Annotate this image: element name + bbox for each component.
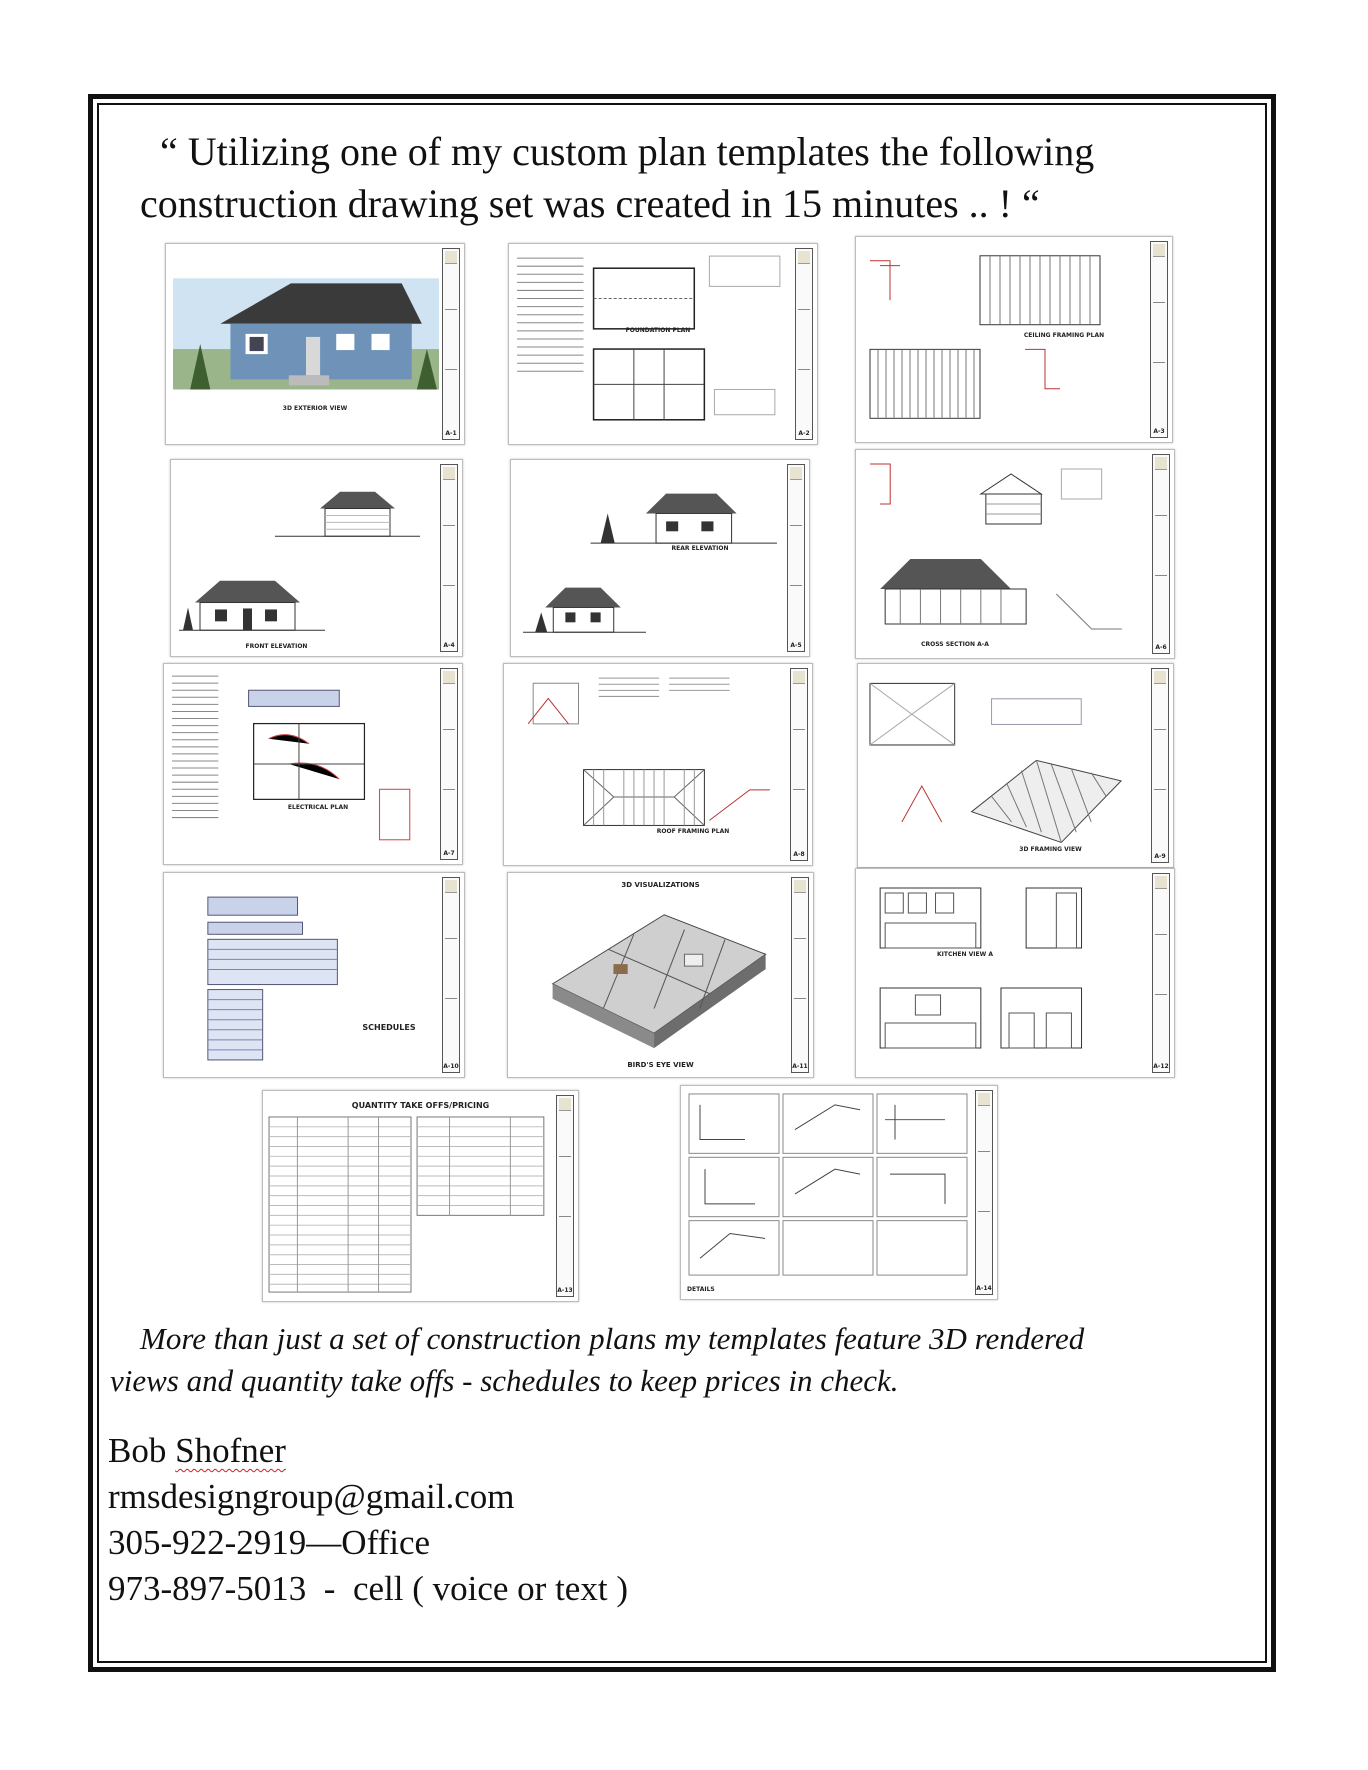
- title-block: [795, 248, 813, 440]
- title-block: [791, 877, 809, 1073]
- sheet-3d-visualizations: [507, 872, 814, 1078]
- title-block: [440, 464, 458, 652]
- kitchen-elevations: [860, 873, 1152, 1073]
- sheet-3d-exterior-view: [165, 243, 465, 445]
- sheet-rear-elevation: [510, 459, 810, 657]
- foundation-and-floor-plan: [513, 248, 795, 440]
- sheet-number: A-3: [1153, 428, 1165, 435]
- sheet-title: 3D VISUALIZATIONS: [621, 881, 700, 889]
- elevations: [175, 464, 440, 652]
- sheet-kitchen-views: [855, 868, 1175, 1078]
- tagline: [110, 1318, 1260, 1402]
- sheet-3d-framing-view: [857, 663, 1174, 868]
- title-block: [787, 464, 805, 652]
- sheet-caption: CROSS SECTION A-A: [921, 641, 989, 648]
- title-block: [975, 1090, 993, 1295]
- contact-first-name: Bob: [108, 1431, 167, 1470]
- title-block: [556, 1095, 574, 1297]
- title-block: [790, 668, 808, 861]
- sheet-number: A-2: [798, 430, 810, 437]
- elevations: [515, 464, 787, 652]
- birds-eye-render: [512, 895, 791, 1053]
- schedule-tables: [168, 877, 442, 1073]
- framing-plans: [860, 241, 1150, 438]
- sheet-quantity-take-offs: [262, 1090, 579, 1302]
- sheet-number: A-11: [792, 1063, 808, 1070]
- sheet-number: A-1: [445, 430, 457, 437]
- sheet-number: A-4: [443, 642, 455, 649]
- title-block: [442, 877, 460, 1073]
- sheet-number: A-6: [1155, 644, 1167, 651]
- sheet-caption: DETAILS: [687, 1286, 715, 1293]
- construction-details: [685, 1090, 975, 1283]
- contact-name: [108, 1428, 628, 1474]
- sheet-schedules: [163, 872, 465, 1078]
- sheet-caption: ROOF FRAMING PLAN: [656, 828, 730, 835]
- title-block: [442, 248, 460, 440]
- title-block: [440, 668, 458, 860]
- sheet-number: A-9: [1154, 853, 1166, 860]
- title-block: [1152, 454, 1170, 654]
- sheet-caption: ELECTRICAL PLAN: [287, 804, 349, 811]
- sheet-caption: SCHEDULES: [362, 1023, 416, 1032]
- headline-line-1: “ Utilizing one of my custom plan templates the following: [160, 129, 1095, 174]
- headline-line-2: construction drawing set was created in 15 minutes .. ! “: [140, 181, 1040, 226]
- electrical-plan: [168, 668, 440, 860]
- sheet-foundation-plan: [508, 243, 818, 445]
- sheet-ceiling-framing-plan: [855, 236, 1173, 443]
- sheet-caption: BIRD'S EYE VIEW: [627, 1061, 694, 1069]
- headline: [140, 126, 1240, 230]
- cross-sections: [860, 454, 1152, 654]
- sheet-cross-section: [855, 449, 1175, 659]
- contact-office-phone: 305-922-2919—Office: [108, 1523, 431, 1562]
- contact-cell-phone: 973-897-5013 - cell ( voice or text ): [108, 1569, 628, 1608]
- title-block: [1150, 241, 1168, 438]
- sheet-roof-framing-plan: [503, 663, 813, 866]
- sheet-electrical-plan: [163, 663, 463, 865]
- sheet-number: A-8: [793, 851, 805, 858]
- sheet-caption: REAR ELEVATION: [671, 545, 729, 552]
- title-block: [1152, 873, 1170, 1073]
- contact-info: [108, 1428, 628, 1612]
- tagline-line-1: More than just a set of construction plans my templates feature 3D rendered: [140, 1321, 1085, 1356]
- sheet-caption: 3D EXTERIOR VIEW: [282, 405, 348, 412]
- sheet-number: A-13: [557, 1287, 573, 1294]
- sheet-caption: KITCHEN VIEW A: [937, 951, 993, 958]
- sheet-caption: FOUNDATION PLAN: [625, 327, 691, 334]
- sheet-details: [680, 1085, 998, 1300]
- sheet-number: A-14: [976, 1285, 992, 1292]
- pricing-table: [267, 1115, 556, 1297]
- sheet-front-elevation: [170, 459, 463, 657]
- sheet-title: QUANTITY TAKE OFFS/PRICING: [351, 1101, 490, 1110]
- sheet-caption: FRONT ELEVATION: [245, 643, 308, 650]
- sheet-number: A-5: [790, 642, 802, 649]
- title-block: [1151, 668, 1169, 863]
- contact-email: rmsdesigngroup@gmail.com: [108, 1477, 515, 1516]
- contact-last-name: Shofner: [175, 1431, 286, 1470]
- sheet-caption: CEILING FRAMING PLAN: [1023, 332, 1105, 339]
- tagline-line-2: views and quantity take offs - schedules to keep prices in check.: [110, 1363, 899, 1398]
- sheet-number: A-7: [443, 850, 455, 857]
- sheet-number: A-10: [443, 1063, 459, 1070]
- sheet-caption: 3D FRAMING VIEW: [1019, 846, 1082, 853]
- roof-framing-3d: [862, 668, 1151, 863]
- sheet-number: A-12: [1153, 1063, 1169, 1070]
